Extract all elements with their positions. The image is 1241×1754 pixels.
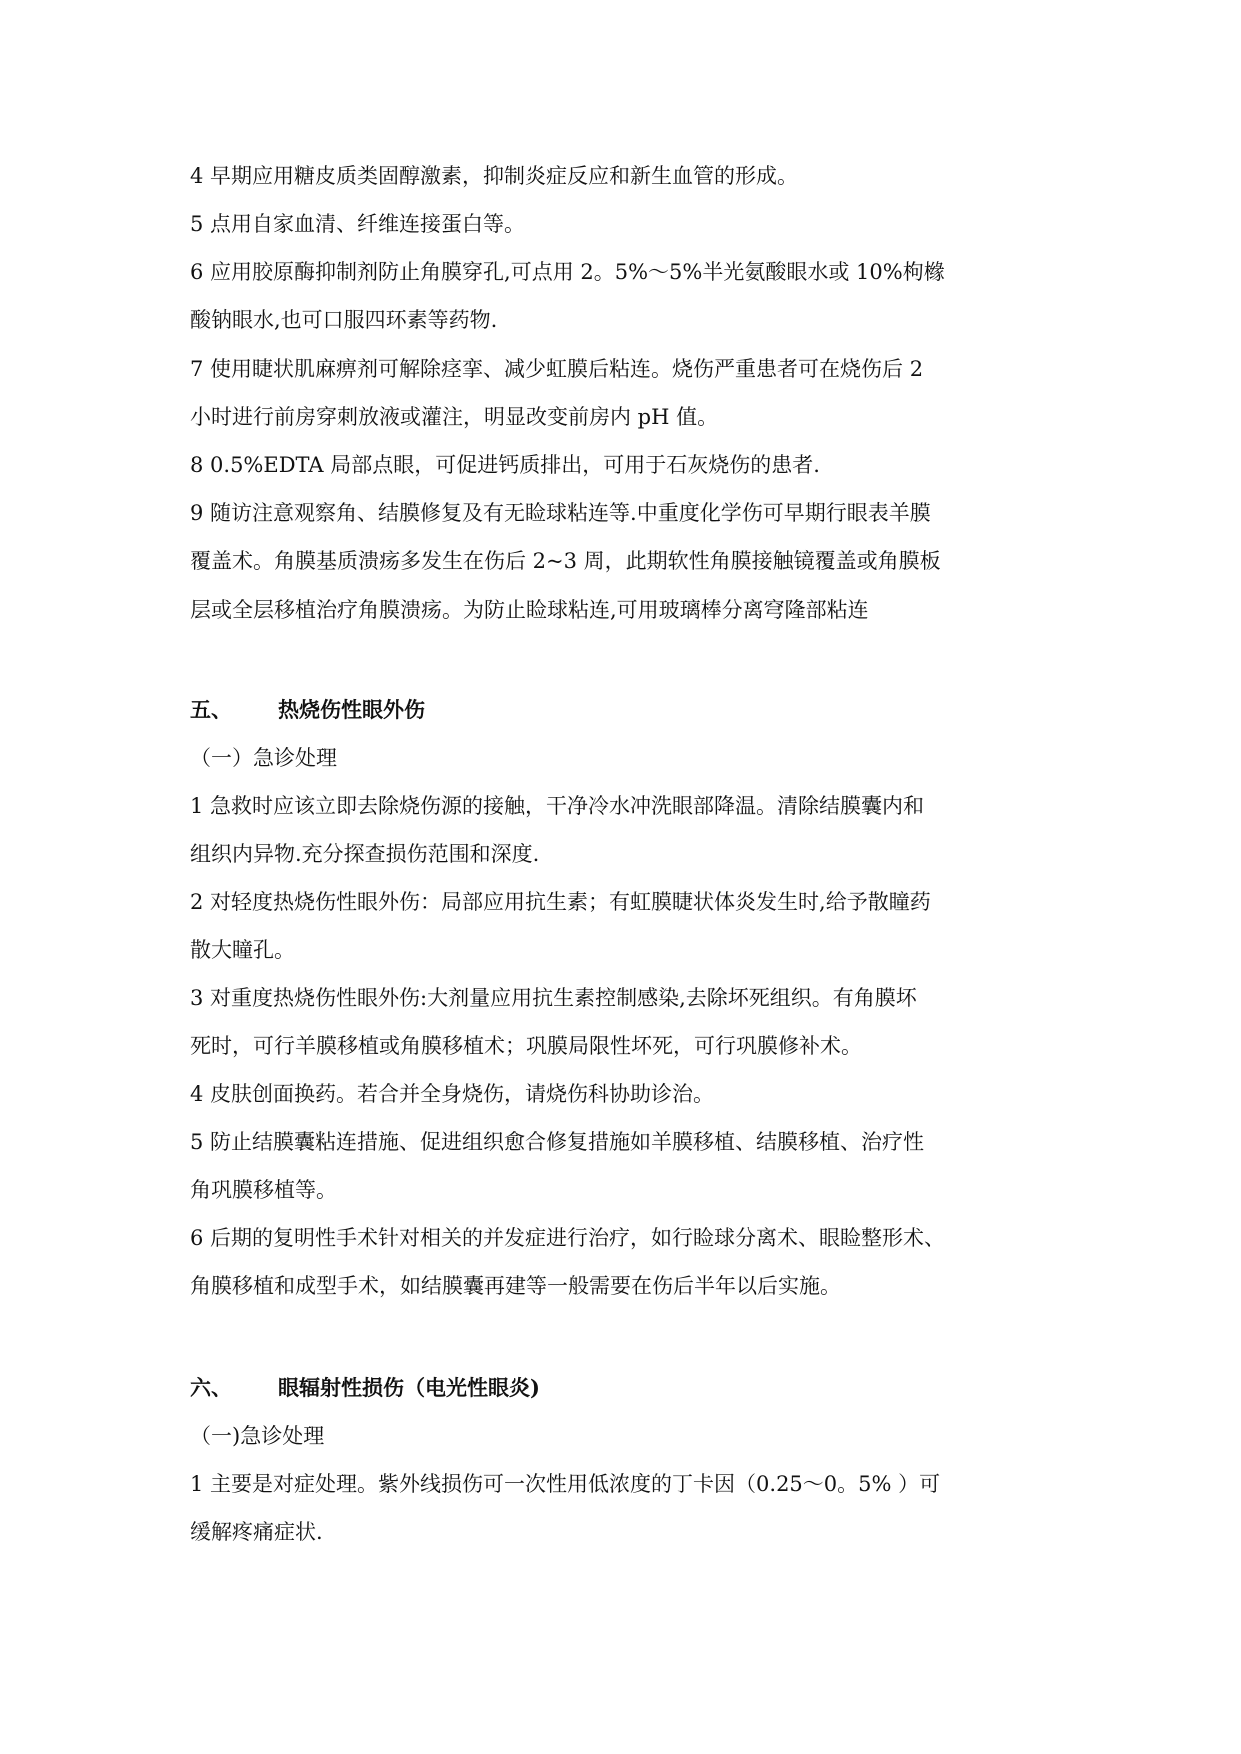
paragraph-line: 5 防止结膜囊粘连措施、促进组织愈合修复措施如羊膜移植、结膜移植、治疗性 [190, 1130, 925, 1154]
section-heading [190, 1374, 540, 1402]
paragraph-line: 6 应用胶原酶抑制剂防止角膜穿孔,可点用 2。5%～5%半光氨酸眼水或 10%枸橼 [190, 260, 945, 284]
paragraph-line: 1 急救时应该立即去除烧伤源的接触，干净冷水冲洗眼部降温。清除结膜囊内和 [190, 794, 925, 818]
paragraph-line: 死时，可行羊膜移植或角膜移植术；巩膜局限性坏死，可行巩膜修补术。 [190, 1034, 862, 1058]
paragraph-line: 9 随访注意观察角、结膜修复及有无睑球粘连等.中重度化学伤可早期行眼表羊膜 [190, 501, 931, 525]
paragraph-line: 1 主要是对症处理。紫外线损伤可一次性用低浓度的丁卡因（0.25～0。5% ）可 [190, 1472, 941, 1496]
paragraph-line: 覆盖术。角膜基质溃疡多发生在伤后 2~3 周，此期软性角膜接触镜覆盖或角膜板 [190, 549, 941, 573]
subheading: （一）急诊处理 [190, 746, 337, 770]
paragraph-line: 组织内异物.充分探查损伤范围和深度. [190, 842, 540, 866]
paragraph-line: 7 使用睫状肌麻痹剂可解除痉挛、减少虹膜后粘连。烧伤严重患者可在烧伤后 2 [190, 357, 924, 381]
paragraph-line: 6 后期的复明性手术针对相关的并发症进行治疗，如行睑球分离术、眼睑整形术、 [190, 1226, 946, 1250]
paragraph-line: 酸钠眼水,也可口服四环素等药物. [190, 308, 498, 332]
paragraph-line: 散大瞳孔。 [190, 938, 295, 962]
paragraph-line: 缓解疼痛症状. [190, 1520, 323, 1544]
paragraph-line: 2 对轻度热烧伤性眼外伤：局部应用抗生素；有虹膜睫状体炎发生时,给予散瞳药 [190, 890, 931, 914]
section-title: 眼辐射性损伤（电光性眼炎) [278, 1375, 540, 1400]
subheading: （一)急诊处理 [190, 1424, 325, 1448]
paragraph-line: 角膜移植和成型手术，如结膜囊再建等一般需要在伤后半年以后实施。 [190, 1274, 841, 1298]
paragraph-line: 角巩膜移植等。 [190, 1178, 337, 1202]
paragraph-line: 4 皮肤创面换药。若合并全身烧伤，请烧伤科协助诊治。 [190, 1082, 715, 1106]
section-heading [190, 696, 425, 724]
paragraph-line: 5 点用自家血清、纤维连接蛋白等。 [190, 212, 526, 236]
section-number: 六、 [190, 1375, 232, 1400]
paragraph-line: 层或全层移植治疗角膜溃疡。为防止睑球粘连,可用玻璃棒分离穹隆部粘连 [190, 598, 869, 622]
section-number: 五、 [190, 697, 232, 722]
paragraph-line: 8 0.5%EDTA 局部点眼，可促进钙质排出，可用于石灰烧伤的患者. [190, 453, 820, 477]
paragraph-line: 4 早期应用糖皮质类固醇激素，抑制炎症反应和新生血管的形成。 [190, 164, 799, 188]
paragraph-line: 小时进行前房穿刺放液或灌注，明显改变前房内 pH 值。 [190, 405, 719, 429]
section-title: 热烧伤性眼外伤 [278, 697, 425, 722]
paragraph-line: 3 对重度热烧伤性眼外伤:大剂量应用抗生素控制感染,去除坏死组织。有角膜坏 [190, 986, 917, 1010]
